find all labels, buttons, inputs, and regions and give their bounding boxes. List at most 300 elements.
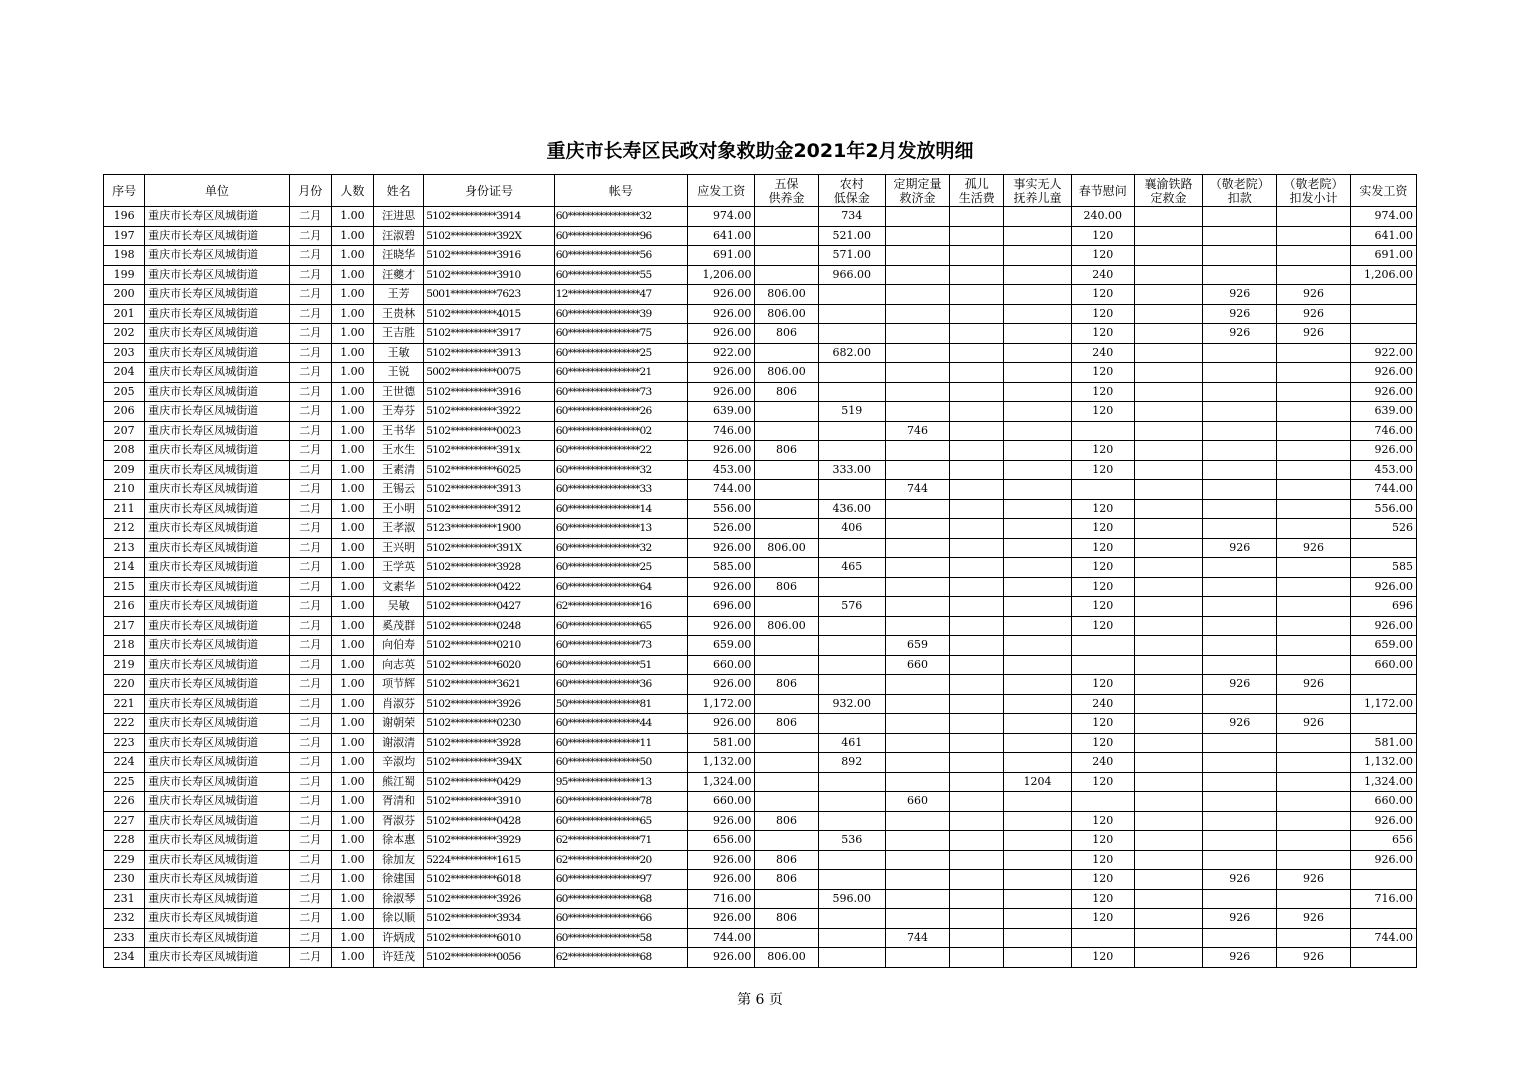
table-cell [1134, 402, 1202, 422]
table-cell: 213 [104, 538, 145, 558]
table-cell [818, 772, 885, 792]
table-cell: 奚茂群 [374, 616, 424, 636]
table-cell: 5102**********3621 [424, 675, 554, 695]
table-cell [950, 363, 1004, 383]
table-cell [1277, 246, 1350, 266]
table-cell: 746.00 [1350, 421, 1416, 441]
table-cell: 806 [755, 850, 818, 870]
table-cell: 二月 [289, 928, 331, 948]
table-cell: 1.00 [331, 772, 373, 792]
table-cell: 406 [818, 519, 885, 539]
table-cell: 926.00 [688, 382, 755, 402]
table-cell: 二月 [289, 441, 331, 461]
table-cell: 5102**********0428 [424, 811, 554, 831]
table-cell: 重庆市长寿区凤城街道 [145, 870, 290, 890]
table-cell: 二月 [289, 733, 331, 753]
table-cell [1277, 207, 1350, 227]
table-cell: 重庆市长寿区凤城街道 [145, 480, 290, 500]
table-cell: 1,132.00 [688, 753, 755, 773]
table-cell [1277, 772, 1350, 792]
table-cell [1203, 889, 1277, 909]
table-cell [1004, 304, 1071, 324]
table-cell: 926.00 [688, 675, 755, 695]
table-cell [755, 226, 818, 246]
table-cell: 徐本惠 [374, 831, 424, 851]
table-cell: 926.00 [688, 304, 755, 324]
table-cell: 二月 [289, 558, 331, 578]
table-cell: 229 [104, 850, 145, 870]
table-cell: 691.00 [1350, 246, 1416, 266]
table-cell: 201 [104, 304, 145, 324]
table-cell: 660.00 [688, 655, 755, 675]
table-cell: 重庆市长寿区凤城街道 [145, 850, 290, 870]
table-row [104, 226, 1417, 246]
table-cell [755, 343, 818, 363]
table-cell: 1.00 [331, 519, 373, 539]
table-cell: 重庆市长寿区凤城街道 [145, 616, 290, 636]
table-cell [885, 343, 949, 363]
table-cell: 60****************32 [554, 538, 688, 558]
table-cell: 744.00 [1350, 928, 1416, 948]
table-cell: 926 [1203, 909, 1277, 929]
table-cell: 60****************78 [554, 792, 688, 812]
table-cell [818, 675, 885, 695]
table-cell [1004, 363, 1071, 383]
table-cell: 120 [1071, 714, 1134, 734]
table-cell [1277, 616, 1350, 636]
table-cell [885, 870, 949, 890]
table-cell [885, 441, 949, 461]
table-row [104, 519, 1417, 539]
table-cell: 120 [1071, 909, 1134, 929]
table-cell: 62****************68 [554, 948, 688, 968]
table-cell: 120 [1071, 831, 1134, 851]
table-cell: 1.00 [331, 265, 373, 285]
table-cell: 重庆市长寿区凤城街道 [145, 246, 290, 266]
table-cell [755, 694, 818, 714]
table-row [104, 402, 1417, 422]
table-row [104, 304, 1417, 324]
table-cell: 谢朝荣 [374, 714, 424, 734]
table-cell: 209 [104, 460, 145, 480]
table-row [104, 850, 1417, 870]
table-cell [1004, 324, 1071, 344]
table-cell: 二月 [289, 285, 331, 305]
table-cell: 二月 [289, 577, 331, 597]
table-cell: 5102**********3913 [424, 480, 554, 500]
table-cell [950, 285, 1004, 305]
table-cell [1277, 441, 1350, 461]
table-cell: 892 [818, 753, 885, 773]
table-cell: 王学英 [374, 558, 424, 578]
table-cell [885, 597, 949, 617]
table-cell: 556.00 [688, 499, 755, 519]
table-cell [1004, 753, 1071, 773]
table-cell: 60****************66 [554, 909, 688, 929]
table-cell [818, 714, 885, 734]
table-cell: 60****************11 [554, 733, 688, 753]
table-cell [1277, 265, 1350, 285]
table-cell: 王素清 [374, 460, 424, 480]
table-cell: 806.00 [755, 616, 818, 636]
table-cell: 重庆市长寿区凤城街道 [145, 460, 290, 480]
table-cell [885, 207, 949, 227]
table-cell: 120 [1071, 675, 1134, 695]
table-cell: 王吉胜 [374, 324, 424, 344]
table-row [104, 636, 1417, 656]
table-cell: 60****************32 [554, 460, 688, 480]
table-cell [1134, 207, 1202, 227]
table-cell: 5102**********6010 [424, 928, 554, 948]
table-cell [1203, 577, 1277, 597]
table-cell [950, 850, 1004, 870]
table-cell [1203, 207, 1277, 227]
table-cell: 641.00 [688, 226, 755, 246]
table-cell: 5102**********3916 [424, 246, 554, 266]
table-cell: 重庆市长寿区凤城街道 [145, 421, 290, 441]
table-row [104, 694, 1417, 714]
table-cell: 重庆市长寿区凤城街道 [145, 402, 290, 422]
table-cell [885, 889, 949, 909]
table-cell: 197 [104, 226, 145, 246]
column-header: 姓名 [374, 175, 424, 207]
table-cell [818, 948, 885, 968]
table-cell [950, 597, 1004, 617]
table-cell: 汪夔才 [374, 265, 424, 285]
table-cell: 926.00 [688, 948, 755, 968]
table-cell [755, 772, 818, 792]
table-cell: 526.00 [688, 519, 755, 539]
table-cell: 926.00 [688, 850, 755, 870]
table-cell: 926.00 [688, 363, 755, 383]
table-cell: 926 [1203, 870, 1277, 890]
table-cell [1134, 850, 1202, 870]
table-cell [755, 265, 818, 285]
table-cell: 1204 [1004, 772, 1071, 792]
table-cell [950, 519, 1004, 539]
table-cell: 62****************16 [554, 597, 688, 617]
table-cell [755, 246, 818, 266]
table-cell [950, 343, 1004, 363]
table-cell [818, 441, 885, 461]
table-cell [1134, 792, 1202, 812]
table-cell [1277, 753, 1350, 773]
table-cell: 1.00 [331, 499, 373, 519]
table-cell [1277, 811, 1350, 831]
table-cell: 5102**********0248 [424, 616, 554, 636]
column-header: 身份证号 [424, 175, 554, 207]
table-cell: 二月 [289, 889, 331, 909]
table-cell [1004, 480, 1071, 500]
table-cell: 926.00 [688, 714, 755, 734]
table-cell: 120 [1071, 811, 1134, 831]
table-cell: 660 [885, 655, 949, 675]
table-cell: 806 [755, 909, 818, 929]
table-cell [755, 655, 818, 675]
table-cell [1277, 519, 1350, 539]
table-cell: 120 [1071, 285, 1134, 305]
table-cell: 项节辉 [374, 675, 424, 695]
column-header: 农村 低保金 [818, 175, 885, 207]
table-cell [1004, 694, 1071, 714]
table-cell: 二月 [289, 792, 331, 812]
column-header: 襄渝铁路 定救金 [1134, 175, 1202, 207]
table-cell: 926 [1277, 304, 1350, 324]
table-cell: 二月 [289, 402, 331, 422]
table-cell [1004, 616, 1071, 636]
table-cell: 656 [1350, 831, 1416, 851]
table-cell: 453.00 [688, 460, 755, 480]
table-cell: 二月 [289, 753, 331, 773]
column-header: 月份 [289, 175, 331, 207]
table-cell [818, 909, 885, 929]
table-cell: 重庆市长寿区凤城街道 [145, 655, 290, 675]
table-cell: 重庆市长寿区凤城街道 [145, 226, 290, 246]
table-cell: 重庆市长寿区凤城街道 [145, 499, 290, 519]
table-cell [1134, 694, 1202, 714]
table-cell [885, 363, 949, 383]
column-header: 事实无人 抚养儿童 [1004, 175, 1071, 207]
table-cell [950, 402, 1004, 422]
table-cell [1203, 655, 1277, 675]
table-cell: 二月 [289, 304, 331, 324]
table-row [104, 616, 1417, 636]
column-header: 应发工资 [688, 175, 755, 207]
table-cell [1004, 558, 1071, 578]
table-cell: 926 [1277, 714, 1350, 734]
table-cell: 1.00 [331, 382, 373, 402]
table-cell: 二月 [289, 655, 331, 675]
table-cell: 556.00 [1350, 499, 1416, 519]
table-cell: 716.00 [1350, 889, 1416, 909]
table-cell: 716.00 [688, 889, 755, 909]
table-cell: 二月 [289, 265, 331, 285]
table-cell [818, 382, 885, 402]
table-cell: 60****************32 [554, 207, 688, 227]
table-cell: 744 [885, 928, 949, 948]
table-cell: 5102**********0023 [424, 421, 554, 441]
table-cell: 926.00 [1350, 616, 1416, 636]
table-cell: 926.00 [1350, 811, 1416, 831]
table-cell: 5102**********3913 [424, 343, 554, 363]
table-cell: 926.00 [1350, 382, 1416, 402]
table-cell [1350, 714, 1416, 734]
table-cell: 120 [1071, 246, 1134, 266]
table-cell [885, 577, 949, 597]
table-cell: 二月 [289, 460, 331, 480]
table-cell: 60****************36 [554, 675, 688, 695]
table-cell [1004, 460, 1071, 480]
table-cell: 1.00 [331, 207, 373, 227]
column-header: 序号 [104, 175, 145, 207]
table-cell: 1.00 [331, 324, 373, 344]
table-cell: 926 [1203, 304, 1277, 324]
table-cell [1004, 811, 1071, 831]
table-cell: 王贵林 [374, 304, 424, 324]
table-cell [1203, 792, 1277, 812]
table-cell [1004, 246, 1071, 266]
table-cell [755, 792, 818, 812]
table-cell [1134, 499, 1202, 519]
table-cell [818, 636, 885, 656]
table-cell [1004, 928, 1071, 948]
table-cell: 二月 [289, 421, 331, 441]
table-cell: 453.00 [1350, 460, 1416, 480]
table-cell: 60****************64 [554, 577, 688, 597]
table-cell: 240 [1071, 343, 1134, 363]
table-cell: 60****************13 [554, 519, 688, 539]
table-cell [1350, 948, 1416, 968]
table-cell: 二月 [289, 324, 331, 344]
table-cell: 重庆市长寿区凤城街道 [145, 382, 290, 402]
table-cell [1134, 655, 1202, 675]
table-cell [885, 714, 949, 734]
table-cell: 重庆市长寿区凤城街道 [145, 792, 290, 812]
table-cell: 222 [104, 714, 145, 734]
table-cell [1277, 792, 1350, 812]
table-cell: 120 [1071, 441, 1134, 461]
table-cell [1004, 714, 1071, 734]
table-cell [1277, 343, 1350, 363]
table-cell: 重庆市长寿区凤城街道 [145, 733, 290, 753]
table-cell [1350, 324, 1416, 344]
table-cell: 1.00 [331, 870, 373, 890]
table-cell [755, 831, 818, 851]
table-cell [1071, 480, 1134, 500]
table-cell: 5102**********3910 [424, 265, 554, 285]
table-cell: 徐建国 [374, 870, 424, 890]
table-cell [755, 460, 818, 480]
table-cell: 1.00 [331, 909, 373, 929]
column-header: 春节慰问 [1071, 175, 1134, 207]
table-cell [1277, 499, 1350, 519]
table-cell [1203, 363, 1277, 383]
table-cell: 806.00 [755, 363, 818, 383]
table-cell [1277, 928, 1350, 948]
table-cell: 660 [885, 792, 949, 812]
table-cell: 1,132.00 [1350, 753, 1416, 773]
table-cell [1134, 363, 1202, 383]
table-cell [885, 382, 949, 402]
table-row [104, 870, 1417, 890]
table-row [104, 460, 1417, 480]
table-cell [885, 694, 949, 714]
table-cell: 120 [1071, 870, 1134, 890]
table-cell: 60****************44 [554, 714, 688, 734]
table-cell [885, 246, 949, 266]
table-cell [1134, 382, 1202, 402]
table-cell [1134, 226, 1202, 246]
table-cell: 1.00 [331, 577, 373, 597]
table-cell: 926.00 [688, 616, 755, 636]
table-cell [1203, 811, 1277, 831]
table-cell [1203, 402, 1277, 422]
table-cell: 926 [1277, 538, 1350, 558]
table-cell [1004, 597, 1071, 617]
table-cell: 682.00 [818, 343, 885, 363]
table-cell [1004, 577, 1071, 597]
table-cell: 二月 [289, 382, 331, 402]
table-cell: 5102**********3914 [424, 207, 554, 227]
table-cell: 210 [104, 480, 145, 500]
table-cell: 660.00 [1350, 792, 1416, 812]
table-cell: 974.00 [688, 207, 755, 227]
table-cell: 215 [104, 577, 145, 597]
table-cell: 5102**********3926 [424, 694, 554, 714]
table-cell: 重庆市长寿区凤城街道 [145, 363, 290, 383]
table-cell: 5102**********3928 [424, 733, 554, 753]
table-cell [1134, 675, 1202, 695]
table-cell: 5224**********1615 [424, 850, 554, 870]
table-cell: 二月 [289, 246, 331, 266]
table-cell: 926 [1277, 870, 1350, 890]
table-cell [1134, 460, 1202, 480]
table-row [104, 792, 1417, 812]
table-cell [950, 265, 1004, 285]
table-cell: 1,172.00 [688, 694, 755, 714]
table-cell: 重庆市长寿区凤城街道 [145, 636, 290, 656]
table-cell [1004, 636, 1071, 656]
table-cell: 重庆市长寿区凤城街道 [145, 577, 290, 597]
table-cell [885, 850, 949, 870]
table-cell [1277, 889, 1350, 909]
table-cell: 585 [1350, 558, 1416, 578]
table-cell: 202 [104, 324, 145, 344]
table-cell: 重庆市长寿区凤城街道 [145, 597, 290, 617]
table-cell: 汪晓华 [374, 246, 424, 266]
table-cell [1004, 850, 1071, 870]
table-cell: 胥淑芬 [374, 811, 424, 831]
table-cell: 922.00 [1350, 343, 1416, 363]
table-cell [950, 460, 1004, 480]
table-cell: 519 [818, 402, 885, 422]
table-cell [1277, 402, 1350, 422]
table-cell: 926.00 [1350, 363, 1416, 383]
table-cell: 二月 [289, 636, 331, 656]
table-cell: 1,206.00 [688, 265, 755, 285]
table-cell [1277, 636, 1350, 656]
table-cell: 1.00 [331, 363, 373, 383]
table-cell: 926.00 [1350, 577, 1416, 597]
table-cell: 王兴明 [374, 538, 424, 558]
table-cell: 王孝淑 [374, 519, 424, 539]
table-cell: 218 [104, 636, 145, 656]
table-cell: 汪淑碧 [374, 226, 424, 246]
table-cell [1203, 753, 1277, 773]
table-cell: 120 [1071, 363, 1134, 383]
table-cell [1277, 460, 1350, 480]
table-cell [885, 226, 949, 246]
table-cell: 重庆市长寿区凤城街道 [145, 675, 290, 695]
table-row [104, 597, 1417, 617]
table-cell: 234 [104, 948, 145, 968]
table-cell: 5102**********3916 [424, 382, 554, 402]
table-cell [1277, 363, 1350, 383]
table-cell: 5102**********0210 [424, 636, 554, 656]
table-cell [1277, 421, 1350, 441]
table-cell [885, 616, 949, 636]
table-cell [1277, 382, 1350, 402]
table-cell [818, 792, 885, 812]
table-cell [1203, 772, 1277, 792]
table-cell [1277, 831, 1350, 851]
table-cell [1004, 402, 1071, 422]
table-cell: 224 [104, 753, 145, 773]
table-cell [1277, 655, 1350, 675]
table-cell: 1.00 [331, 753, 373, 773]
table-cell: 120 [1071, 304, 1134, 324]
table-cell: 王锐 [374, 363, 424, 383]
